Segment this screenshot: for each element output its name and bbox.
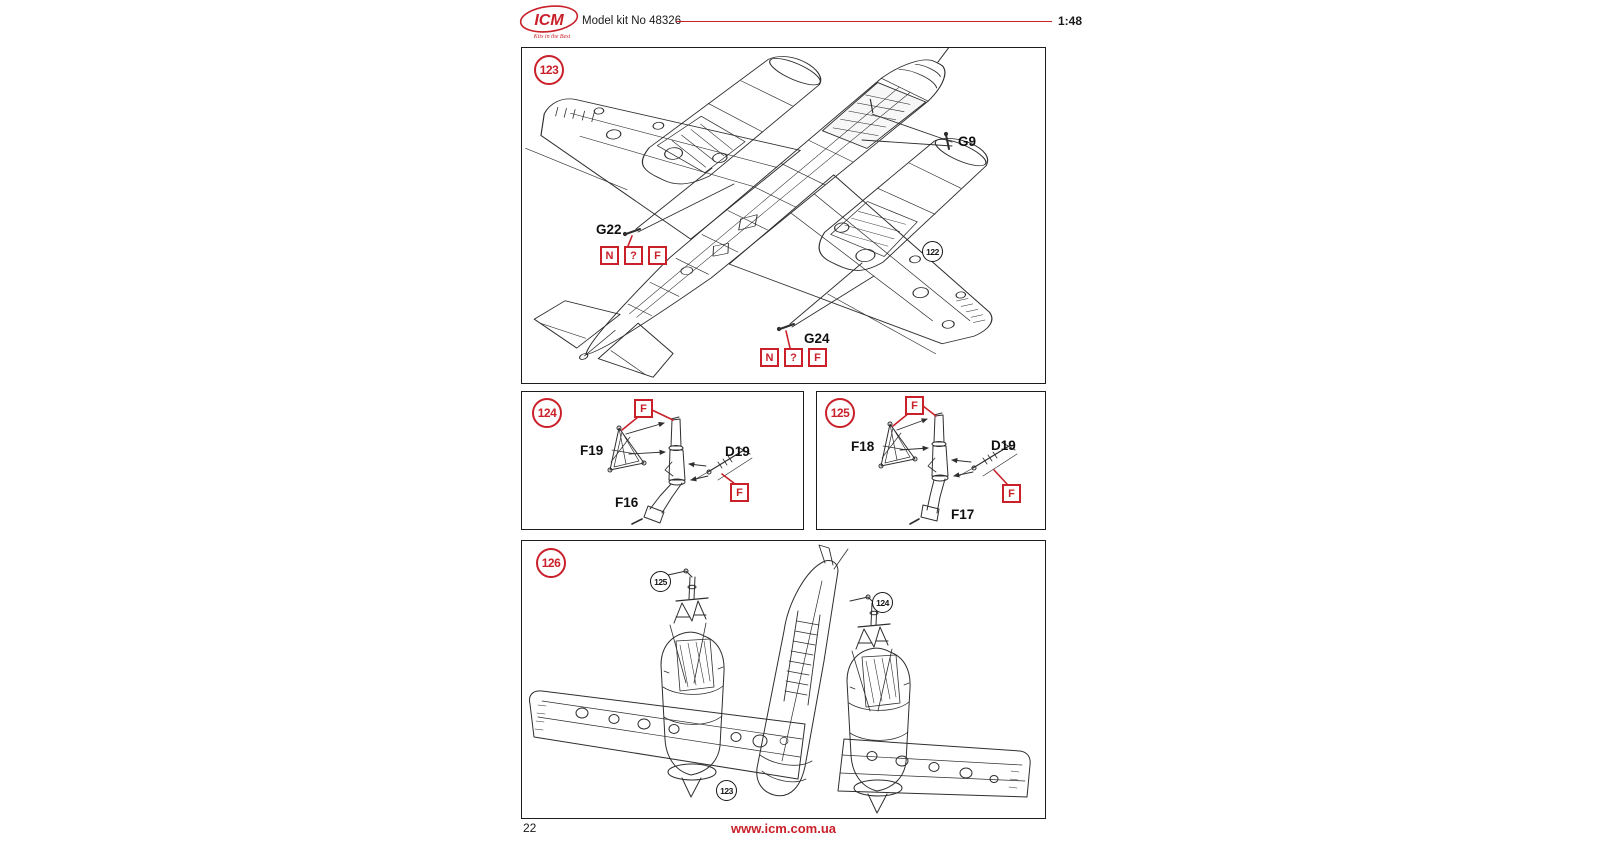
part-label-g24: G24 xyxy=(804,331,830,346)
glue-symbol-box: F xyxy=(730,483,749,502)
step-badge-123: 123 xyxy=(534,55,564,85)
glue-options-g22 xyxy=(600,246,667,265)
part-label-f17: F17 xyxy=(951,507,975,522)
part-label-d19: D19 xyxy=(991,438,1016,453)
glue-option-n: N xyxy=(760,348,779,367)
header-rule xyxy=(676,21,1052,22)
step-123-panel xyxy=(521,47,1046,384)
part-label-f18: F18 xyxy=(851,439,875,454)
glue-leader-lines xyxy=(622,410,735,484)
part-label-f16: F16 xyxy=(615,495,639,510)
glue-option-unknown: ? xyxy=(624,246,643,265)
glue-option-n: N xyxy=(600,246,619,265)
glue-option-unknown: ? xyxy=(784,348,803,367)
step-ref-badge-122: 122 xyxy=(922,241,943,262)
aircraft-bottom-view-drawing xyxy=(522,541,1044,817)
kit-number-label: Model kit No 48326 xyxy=(582,15,682,27)
part-label-g22: G22 xyxy=(596,222,622,237)
icm-logo xyxy=(519,3,581,43)
step-badge-124: 124 xyxy=(532,398,562,428)
step-badge-125: 125 xyxy=(825,398,855,428)
scale-label: 1:48 xyxy=(1058,14,1083,28)
step-badge-126: 126 xyxy=(536,548,566,578)
glue-options-g24 xyxy=(760,348,827,367)
glue-leader-lines xyxy=(893,406,1007,484)
glue-symbol-box: F xyxy=(1002,484,1021,503)
placement-leader-lines xyxy=(670,623,892,711)
icm-logo-text: ICM xyxy=(534,12,564,29)
step-ref-badge-123: 123 xyxy=(716,780,737,801)
aircraft-top-view-drawing xyxy=(522,48,1044,382)
page-number: 22 xyxy=(523,821,537,835)
step-126-panel xyxy=(521,540,1046,819)
step-125-panel xyxy=(816,391,1046,530)
leader-lines-g24 xyxy=(777,263,874,331)
step-ref-badge-124: 124 xyxy=(872,592,893,613)
step-124-panel xyxy=(521,391,804,530)
glue-symbol-box: F xyxy=(634,399,653,418)
part-label-f19: F19 xyxy=(580,443,604,458)
glue-symbol-box: F xyxy=(905,396,924,415)
part-label-g9: G9 xyxy=(958,134,977,149)
website-label: www.icm.com.ua xyxy=(731,821,836,836)
part-label-d19: D19 xyxy=(725,444,750,459)
icm-logo-tagline: Kits in the Best xyxy=(533,34,571,40)
leader-lines-g22 xyxy=(623,168,734,236)
icm-logo-oval xyxy=(519,3,581,43)
landing-gear-assembly-drawing xyxy=(522,392,802,528)
glue-option-f: F xyxy=(648,246,667,265)
step-ref-badge-125: 125 xyxy=(650,571,671,592)
glue-option-f: F xyxy=(808,348,827,367)
